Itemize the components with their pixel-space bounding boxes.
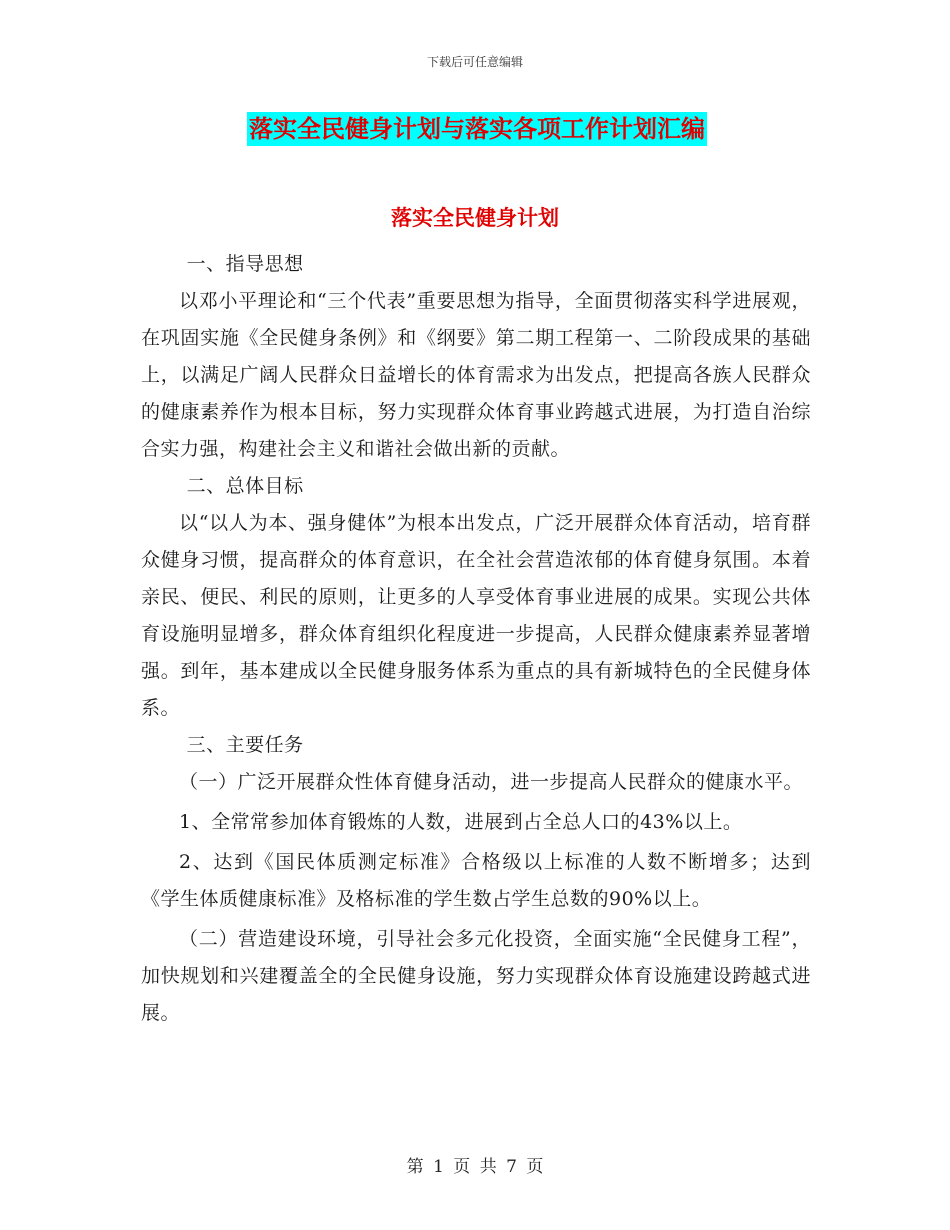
page-footer: 第 1 页 共 7 页 — [406, 1157, 544, 1177]
body-paragraph: 以“以人为本、强身健体”为根本出发点，广泛开展群众体育活动，培育群众健身习惯，提高群众的体育意识，在全社会营造浓郁的体育健身氛围。本着亲民、便民、利民的原则，让更多的人享受体育事业进展的成果。实现公共体育设施明显增多，群众体育组织化程度进一步提高，人民群众健康素养显著增强。到年，基本建成以全民健身服务体系为重点的具有新城特色的全民健身体系。 — [141, 512, 811, 719]
section-title: 落实全民健身计划 — [391, 205, 559, 230]
document-title: 落实全民健身计划与落实各项工作计划汇编 — [247, 112, 707, 146]
body-paragraph: 2、达到《国民体质测定标准》合格级以上标准的人数不断增多；达到《学生体质健康标准》及格标准的学生数占学生总数的90%以上。 — [141, 851, 811, 910]
section-heading: 三、主要任务 — [186, 734, 304, 756]
body-paragraph: 以邓小平理论和“三个代表”重要思想为指导，全面贯彻落实科学进展观，在巩固实施《全民健身条例》和《纲要》第二期工程第一、二阶段成果的基础上，以满足广阔人民群众日益增长的体育需求为出发点，把提高各族人民群众的健康素养作为根本目标，努力实现群众体育事业跨越式进展，为打造自治综合实力强，构建社会主义和谐社会做出新的贡献。 — [141, 290, 811, 460]
page-header-note: 下载后可任意编辑 — [426, 55, 523, 69]
body-paragraph: 1、全常常参加体育锻炼的人数，进展到占全总人口的43%以上。 — [179, 811, 743, 833]
section-heading: 一、指导思想 — [186, 253, 304, 275]
body-paragraph: （二）营造建设环境，引导社会多元化投资，全面实施“全民健身工程”，加快规划和兴建覆盖全的全民健身设施，努力实现群众体育设施建设跨越式进展。 — [141, 928, 811, 1024]
section-heading: 二、总体目标 — [186, 475, 304, 497]
document-body — [141, 246, 811, 1032]
body-paragraph: （一）广泛开展群众性体育健身活动，进一步提高人民群众的健康水平。 — [179, 771, 804, 793]
